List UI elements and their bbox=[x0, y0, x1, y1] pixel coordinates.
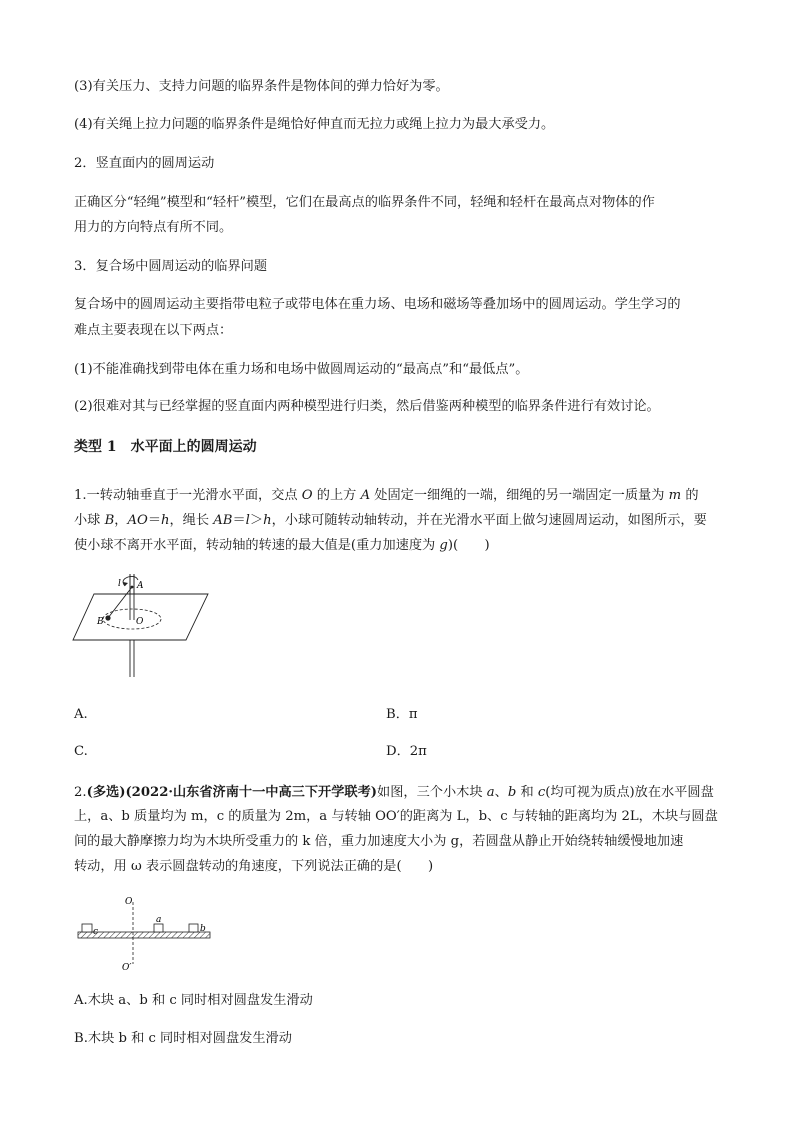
q2-text: 、 bbox=[494, 785, 508, 800]
paragraph-p4: (4)有关绳上拉力问题的临界条件是绳恰好伸直而无拉力或绳上拉力为最大承受力。 bbox=[74, 117, 555, 132]
q1-var-b: B bbox=[104, 513, 115, 528]
q1-var-ao: AO bbox=[127, 513, 148, 528]
q1-var-g: g bbox=[439, 538, 448, 553]
q1-text: )( ) bbox=[447, 538, 490, 553]
q2-figure-label-o-top: O bbox=[125, 897, 133, 907]
q1-text: 使小球不离开水平面，转动轴的转速的最大值是(重力加速度为 bbox=[74, 538, 440, 553]
q1-var-ab: AB bbox=[213, 513, 233, 528]
q2-figure-label-a: a bbox=[156, 915, 162, 925]
q2-text: (均可视为质点)放在水平圆盘 bbox=[545, 785, 714, 800]
section-2-body-line-1: 正确区分“轻绳”模型和“轻杆”模型，它们在最高点的临界条件不同，轻绳和轻杆在最高点对物体的作 bbox=[74, 195, 655, 210]
q1-figure-label-o: O bbox=[136, 617, 144, 627]
q2-line-2: 上，a、b 质量均为 m，c 的质量为 2m，a 与转轴 OO′的距离为 L，b、c 与转轴的距离均为 2L，木块与圆盘 bbox=[74, 809, 718, 824]
q1-var-h: h bbox=[263, 513, 272, 528]
q1-text: ＞ bbox=[249, 513, 264, 528]
q2-source-tag: (多选)(2022·山东省济南十一中高三下开学联考) bbox=[86, 785, 378, 800]
section-2-body-line-2: 用力的方向特点有所不同。 bbox=[74, 220, 233, 235]
q1-line-3 bbox=[74, 537, 490, 555]
q2-line-3: 间的最大静摩擦力均为木块所受重力的 k 倍，重力加速度大小为 g，若圆盘从静止开始绕转轴缓慢地加速 bbox=[74, 834, 684, 849]
q1-var-o: O bbox=[301, 488, 313, 503]
paragraph-p3: (3)有关压力、支持力问题的临界条件是物体间的弹力恰好为零。 bbox=[74, 79, 449, 94]
q1-text: 的 bbox=[681, 488, 699, 503]
q2-option-b[interactable]: B.木块 b 和 c 同时相对圆盘发生滑动 bbox=[74, 1031, 292, 1046]
q2-figure-label-b: b bbox=[200, 924, 206, 934]
q1-line-1 bbox=[74, 487, 699, 505]
q1-figure-label-b: B bbox=[97, 617, 104, 627]
section-3-title: 3．复合场中圆周运动的临界问题 bbox=[74, 259, 268, 274]
q2-figure-label-c: c bbox=[93, 927, 99, 937]
q1-var-l: l bbox=[245, 513, 250, 528]
q2-var-a: a bbox=[486, 785, 495, 800]
q2-figure bbox=[70, 892, 220, 974]
q1-option-d[interactable]: D．2π bbox=[386, 744, 427, 759]
q1-figure-label-a: A bbox=[137, 581, 144, 591]
q2-var-b: b bbox=[507, 785, 517, 800]
q2-var-c: c bbox=[537, 785, 546, 800]
section-3-body-line-1: 复合场中的圆周运动主要指带电粒子或带电体在重力场、电场和磁场等叠加场中的圆周运动。学生学习的 bbox=[74, 297, 681, 312]
q1-text: 的上方 bbox=[312, 488, 361, 503]
q2-figure-label-o-bottom: O′ bbox=[122, 963, 132, 973]
section-3-body-line-2: 难点主要表现在以下两点： bbox=[74, 323, 233, 338]
q1-figure-label-l: l bbox=[118, 579, 121, 589]
section-3-item-2: (2)很难对其与已经掌握的竖直面内两种模型进行归类，然后借鉴两种模型的临界条件进行有效讨论。 bbox=[74, 399, 660, 414]
q1-option-c[interactable]: C. bbox=[74, 744, 88, 759]
q2-number: 2. bbox=[74, 785, 87, 800]
q2-option-a[interactable]: A.木块 a、b 和 c 同时相对圆盘发生滑动 bbox=[74, 993, 313, 1008]
q1-text: ，绳长 bbox=[169, 513, 214, 528]
q1-number: 1. bbox=[74, 488, 87, 503]
q2-line-4: 转动，用 ω 表示圆盘转动的角速度，下列说法正确的是( ) bbox=[74, 859, 434, 874]
q1-option-b[interactable]: B．π bbox=[386, 707, 418, 722]
q1-text: 处固定一细绳的一端，细绳的另一端固定一质量为 bbox=[370, 488, 669, 503]
section-2-title: 2．竖直面内的圆周运动 bbox=[74, 156, 215, 171]
q2-text: 如图，三个小木块 bbox=[377, 785, 487, 800]
q1-text: 一转动轴垂直于一光滑水平面，交点 bbox=[86, 488, 302, 503]
type-1-heading: 类型 1 水平面上的圆周运动 bbox=[74, 439, 257, 455]
q1-var-m: m bbox=[668, 488, 682, 503]
section-3-item-1: (1)不能准确找到带电体在重力场和电场中做圆周运动的“最高点”和“最低点”。 bbox=[74, 362, 529, 377]
q1-text: ， bbox=[114, 513, 128, 528]
q1-var-h: h bbox=[161, 513, 170, 528]
q1-option-a[interactable]: A. bbox=[74, 707, 88, 722]
q1-text: 小球 bbox=[74, 513, 105, 528]
q1-text: ，小球可随转动轴转动，并在光滑水平面上做匀速圆周运动，如图所示，要 bbox=[271, 513, 707, 528]
q2-line-1 bbox=[74, 784, 714, 802]
q2-text: 和 bbox=[516, 785, 538, 800]
q1-figure bbox=[70, 572, 210, 682]
q1-line-2 bbox=[74, 512, 707, 530]
q1-text: ＝ bbox=[232, 513, 246, 528]
q1-text: ＝ bbox=[147, 513, 161, 528]
q1-var-a: A bbox=[360, 488, 371, 503]
